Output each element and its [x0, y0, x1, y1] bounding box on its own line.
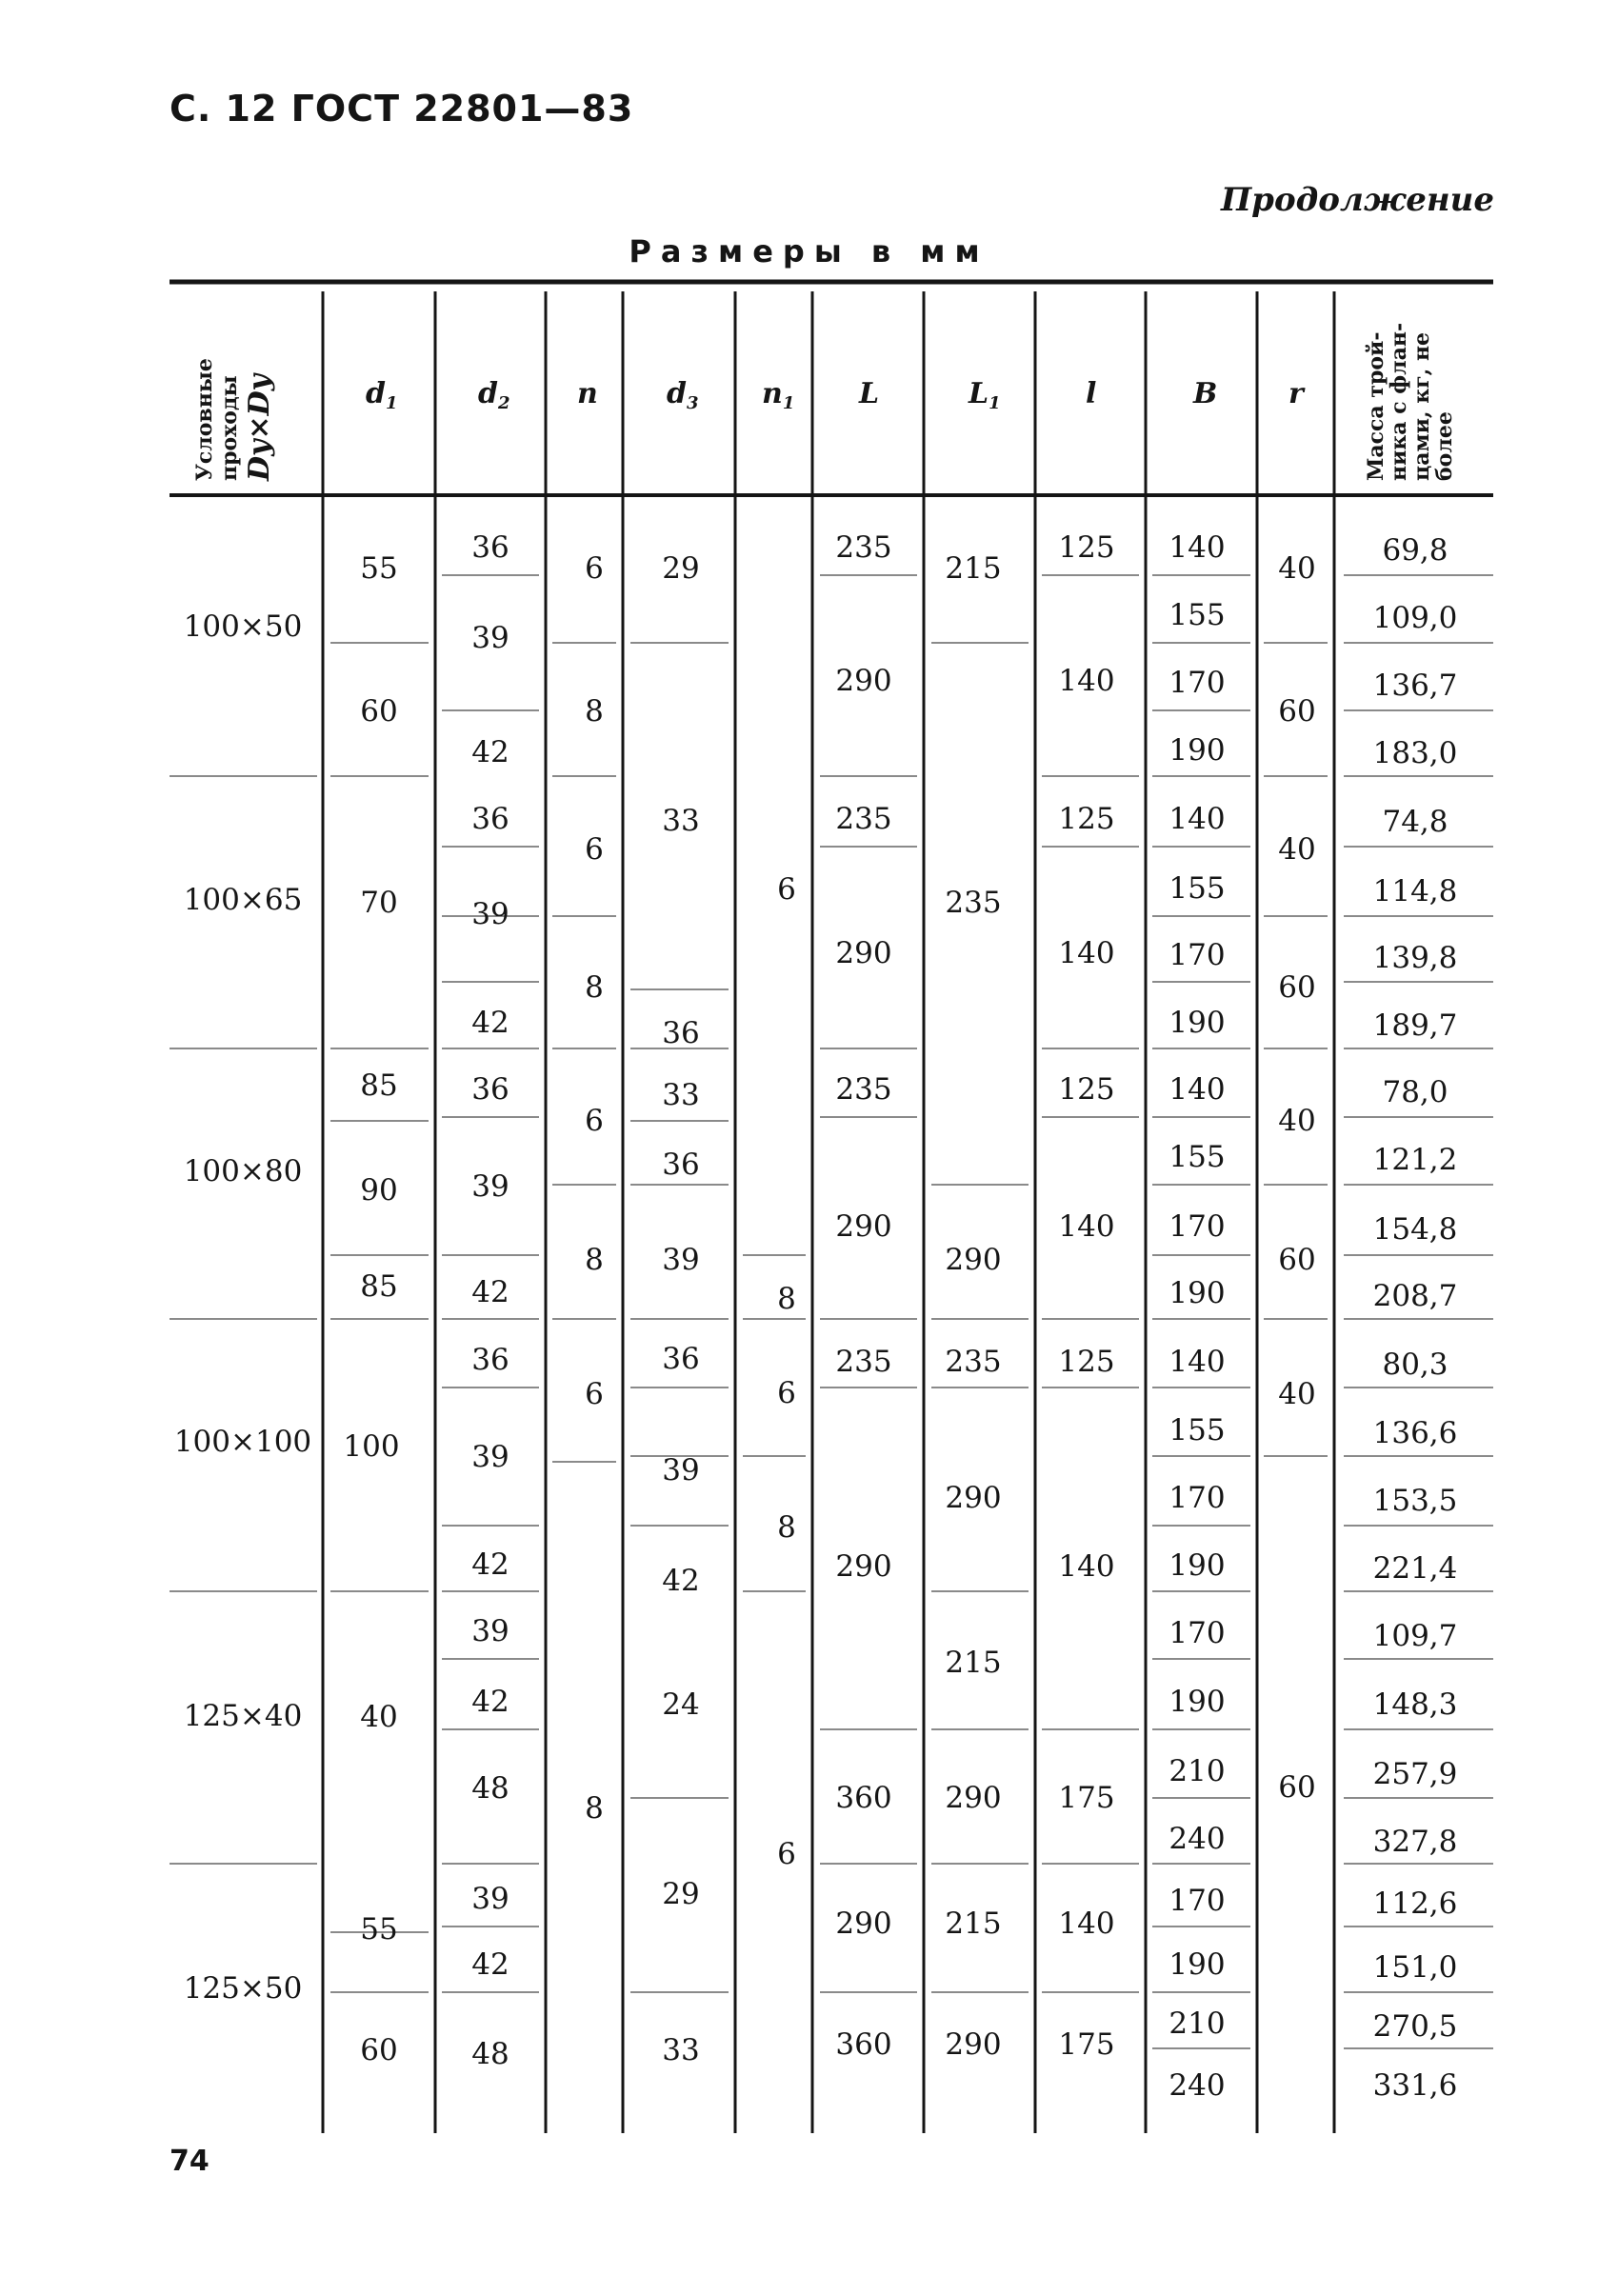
mass-cell: 109,7: [1372, 1619, 1458, 1653]
mass-cell: 221,4: [1372, 1551, 1458, 1586]
d3-cell: 29: [662, 551, 700, 586]
mass-cell: 331,6: [1372, 2068, 1458, 2103]
L-cell: 235: [835, 1072, 892, 1107]
d1-cell: 85: [360, 1068, 398, 1103]
mass-cell: 257,9: [1372, 1757, 1458, 1791]
d3-cell: 24: [662, 1687, 700, 1722]
table-body: [174, 530, 1458, 2103]
d2-cell: 39: [471, 1882, 509, 1916]
mass-cell: 139,8: [1372, 941, 1458, 975]
n1-cell: 6: [777, 1837, 796, 1871]
header-passage-line1: Условные: [192, 358, 217, 481]
d3-cell: 39: [662, 1243, 700, 1277]
mass-cell: 136,7: [1372, 669, 1458, 703]
B-cell: 170: [1169, 1616, 1226, 1650]
l-cell: 140: [1058, 664, 1115, 698]
header-r: r: [1288, 377, 1304, 410]
group-label: 125×50: [183, 1971, 303, 2006]
d1-cell: 90: [360, 1173, 398, 1208]
mass-cell: 148,3: [1372, 1687, 1458, 1722]
n1-cell: 6: [777, 1376, 796, 1410]
header-n1: $n_1$: [762, 377, 795, 413]
d2-cell: 42: [471, 1947, 509, 1982]
mass-cell: 121,2: [1372, 1143, 1458, 1177]
d2-cell: 39: [471, 621, 509, 655]
B-cell: 170: [1169, 938, 1226, 972]
group-label: 100×50: [183, 609, 303, 644]
L1-cell: 290: [945, 1481, 1002, 1515]
mass-cell: 109,0: [1372, 601, 1458, 635]
header-l: l: [1086, 377, 1097, 410]
L-cell: 290: [835, 1907, 892, 1941]
d3-cell: 33: [662, 1078, 700, 1112]
l-cell: 125: [1058, 530, 1115, 565]
header-passage-line2: проходы: [217, 375, 242, 481]
header-mass-line4: более: [1432, 411, 1457, 481]
header-mass-line2: ника с флан-: [1387, 322, 1411, 481]
d1-cell: 60: [360, 694, 398, 729]
L-cell: 360: [835, 1781, 892, 1815]
L-cell: 290: [835, 1549, 892, 1584]
header-L1: $L_1$: [969, 377, 1001, 413]
L1-cell: 215: [945, 1907, 1002, 1941]
mass-cell: 189,7: [1372, 1008, 1458, 1043]
d1-cell: 70: [360, 886, 398, 920]
r-cell: 60: [1278, 1770, 1316, 1805]
L-cell: 235: [835, 530, 892, 565]
L1-cell: 235: [945, 886, 1002, 920]
mass-cell: 114,8: [1372, 874, 1458, 908]
l-cell: 140: [1058, 1907, 1115, 1941]
group-label: 100×100: [173, 1425, 312, 1459]
L-cell: 290: [835, 1209, 892, 1244]
L-cell: 360: [835, 2027, 892, 2062]
B-cell: 240: [1169, 2068, 1226, 2103]
n1-cell: 8: [777, 1282, 796, 1316]
l-cell: 140: [1058, 1549, 1115, 1584]
B-cell: 190: [1169, 1276, 1226, 1310]
d2-cell: 42: [471, 1685, 509, 1719]
d2-cell: 36: [471, 1072, 509, 1107]
B-cell: 140: [1169, 1072, 1226, 1107]
d1-cell: 40: [360, 1700, 398, 1734]
d3-cell: 36: [662, 1016, 700, 1050]
mass-cell: 80,3: [1382, 1348, 1448, 1382]
B-cell: 240: [1169, 1822, 1226, 1856]
L1-cell: 290: [945, 1243, 1002, 1277]
mass-cell: 151,0: [1372, 1950, 1458, 1985]
d2-cell: 39: [471, 1440, 509, 1474]
B-cell: 140: [1169, 1345, 1226, 1379]
mass-cell: 153,5: [1372, 1484, 1458, 1518]
mass-cell: 154,8: [1372, 1212, 1458, 1247]
B-cell: 190: [1169, 1548, 1226, 1583]
L1-cell: 235: [945, 1345, 1002, 1379]
mass-cell: 136,6: [1372, 1416, 1458, 1450]
l-cell: 125: [1058, 802, 1115, 836]
page-header: С. 12 ГОСТ 22801—83: [170, 88, 634, 130]
d1-cell: 85: [360, 1269, 398, 1304]
B-cell: 155: [1169, 1140, 1226, 1174]
d3-cell: 36: [662, 1342, 700, 1376]
B-cell: 210: [1169, 2007, 1226, 2041]
d3-cell: 33: [662, 804, 700, 838]
d2-cell: 42: [471, 1006, 509, 1040]
d1-cell: 55: [360, 1912, 398, 1947]
n1-cell: 8: [777, 1510, 796, 1545]
L1-cell: 290: [945, 2027, 1002, 2062]
mass-cell: 74,8: [1382, 805, 1448, 839]
L1-cell: 290: [945, 1781, 1002, 1815]
d2-cell: 48: [471, 1771, 509, 1806]
header-n: n: [577, 377, 598, 410]
n1-cell: 6: [777, 872, 796, 907]
mass-cell: 112,6: [1372, 1887, 1458, 1921]
n-cell: 6: [585, 1377, 604, 1411]
d2-cell: 48: [471, 2037, 509, 2071]
L1-cell: 215: [945, 551, 1002, 586]
B-cell: 155: [1169, 598, 1226, 632]
d2-cell: 39: [471, 1614, 509, 1648]
n-cell: 6: [585, 832, 604, 867]
B-cell: 140: [1169, 530, 1226, 565]
d2-cell: 42: [471, 1547, 509, 1582]
B-cell: 170: [1169, 1884, 1226, 1918]
r-cell: 40: [1278, 551, 1316, 586]
r-cell: 60: [1278, 970, 1316, 1005]
mass-cell: 270,5: [1372, 2009, 1458, 2044]
L-cell: 235: [835, 1345, 892, 1379]
B-cell: 190: [1169, 1947, 1226, 1982]
B-cell: 190: [1169, 1006, 1226, 1040]
B-cell: 155: [1169, 871, 1226, 906]
l-cell: 125: [1058, 1072, 1115, 1107]
n-cell: 6: [585, 1104, 604, 1138]
r-cell: 60: [1278, 694, 1316, 729]
column-headers: [192, 323, 1457, 482]
header-passage-line3: Dy×Dy: [243, 373, 276, 481]
page-number: 74: [170, 2145, 210, 2178]
group-label: 125×40: [183, 1699, 303, 1733]
group-label: 100×65: [183, 883, 303, 917]
r-cell: 40: [1278, 1104, 1316, 1138]
header-mass-line1: Масса трой-: [1364, 331, 1388, 481]
mass-cell: 78,0: [1382, 1075, 1448, 1109]
n-cell: 8: [585, 1243, 604, 1277]
group-label: 100×80: [183, 1154, 303, 1188]
d3-cell: 39: [662, 1453, 700, 1487]
d2-cell: 39: [471, 1169, 509, 1204]
mass-cell: 327,8: [1372, 1825, 1458, 1859]
mass-cell: 183,0: [1372, 736, 1458, 770]
d3-cell: 36: [662, 1148, 700, 1182]
r-cell: 60: [1278, 1243, 1316, 1277]
d2-cell: 36: [471, 1343, 509, 1377]
d3-cell: 42: [662, 1564, 700, 1598]
l-cell: 140: [1058, 936, 1115, 970]
header-B: B: [1193, 377, 1218, 410]
header-d2: $d_2$: [478, 377, 510, 413]
continuation-label: Продолжение: [1221, 181, 1494, 219]
L1-cell: 215: [945, 1646, 1002, 1680]
l-cell: 175: [1058, 1781, 1115, 1815]
B-cell: 155: [1169, 1413, 1226, 1447]
L-cell: 290: [835, 936, 892, 970]
d2-cell: 42: [471, 1275, 509, 1309]
B-cell: 190: [1169, 733, 1226, 768]
B-cell: 170: [1169, 666, 1226, 700]
header-d1: $d_1$: [366, 377, 398, 413]
mass-cell: 69,8: [1382, 533, 1448, 568]
n-cell: 8: [585, 970, 604, 1005]
n-cell: 8: [585, 694, 604, 729]
l-cell: 125: [1058, 1345, 1115, 1379]
r-cell: 40: [1278, 832, 1316, 867]
d1-cell: 55: [360, 551, 398, 586]
header-mass-line3: цами, кг, не: [1409, 331, 1434, 481]
B-cell: 210: [1169, 1754, 1226, 1788]
d3-cell: 29: [662, 1877, 700, 1911]
n-cell: 8: [585, 1791, 604, 1826]
L-cell: 290: [835, 664, 892, 698]
d2-cell: 39: [471, 897, 509, 931]
d2-cell: 36: [471, 530, 509, 565]
header-d3: $d_3$: [667, 377, 699, 413]
B-cell: 190: [1169, 1685, 1226, 1719]
d1-cell: 60: [360, 2033, 398, 2067]
d2-cell: 42: [471, 735, 509, 769]
B-cell: 170: [1169, 1209, 1226, 1244]
L-cell: 235: [835, 802, 892, 836]
l-cell: 175: [1058, 2027, 1115, 2062]
d1-cell: 100: [343, 1429, 400, 1464]
l-cell: 140: [1058, 1209, 1115, 1244]
d3-cell: 33: [662, 2033, 700, 2067]
d2-cell: 36: [471, 802, 509, 836]
n-cell: 6: [585, 551, 604, 586]
mass-cell: 208,7: [1372, 1279, 1458, 1313]
B-cell: 170: [1169, 1481, 1226, 1515]
r-cell: 40: [1278, 1377, 1316, 1411]
units-caption: Размеры в мм: [629, 233, 989, 270]
B-cell: 140: [1169, 802, 1226, 836]
header-L: L: [859, 377, 880, 410]
